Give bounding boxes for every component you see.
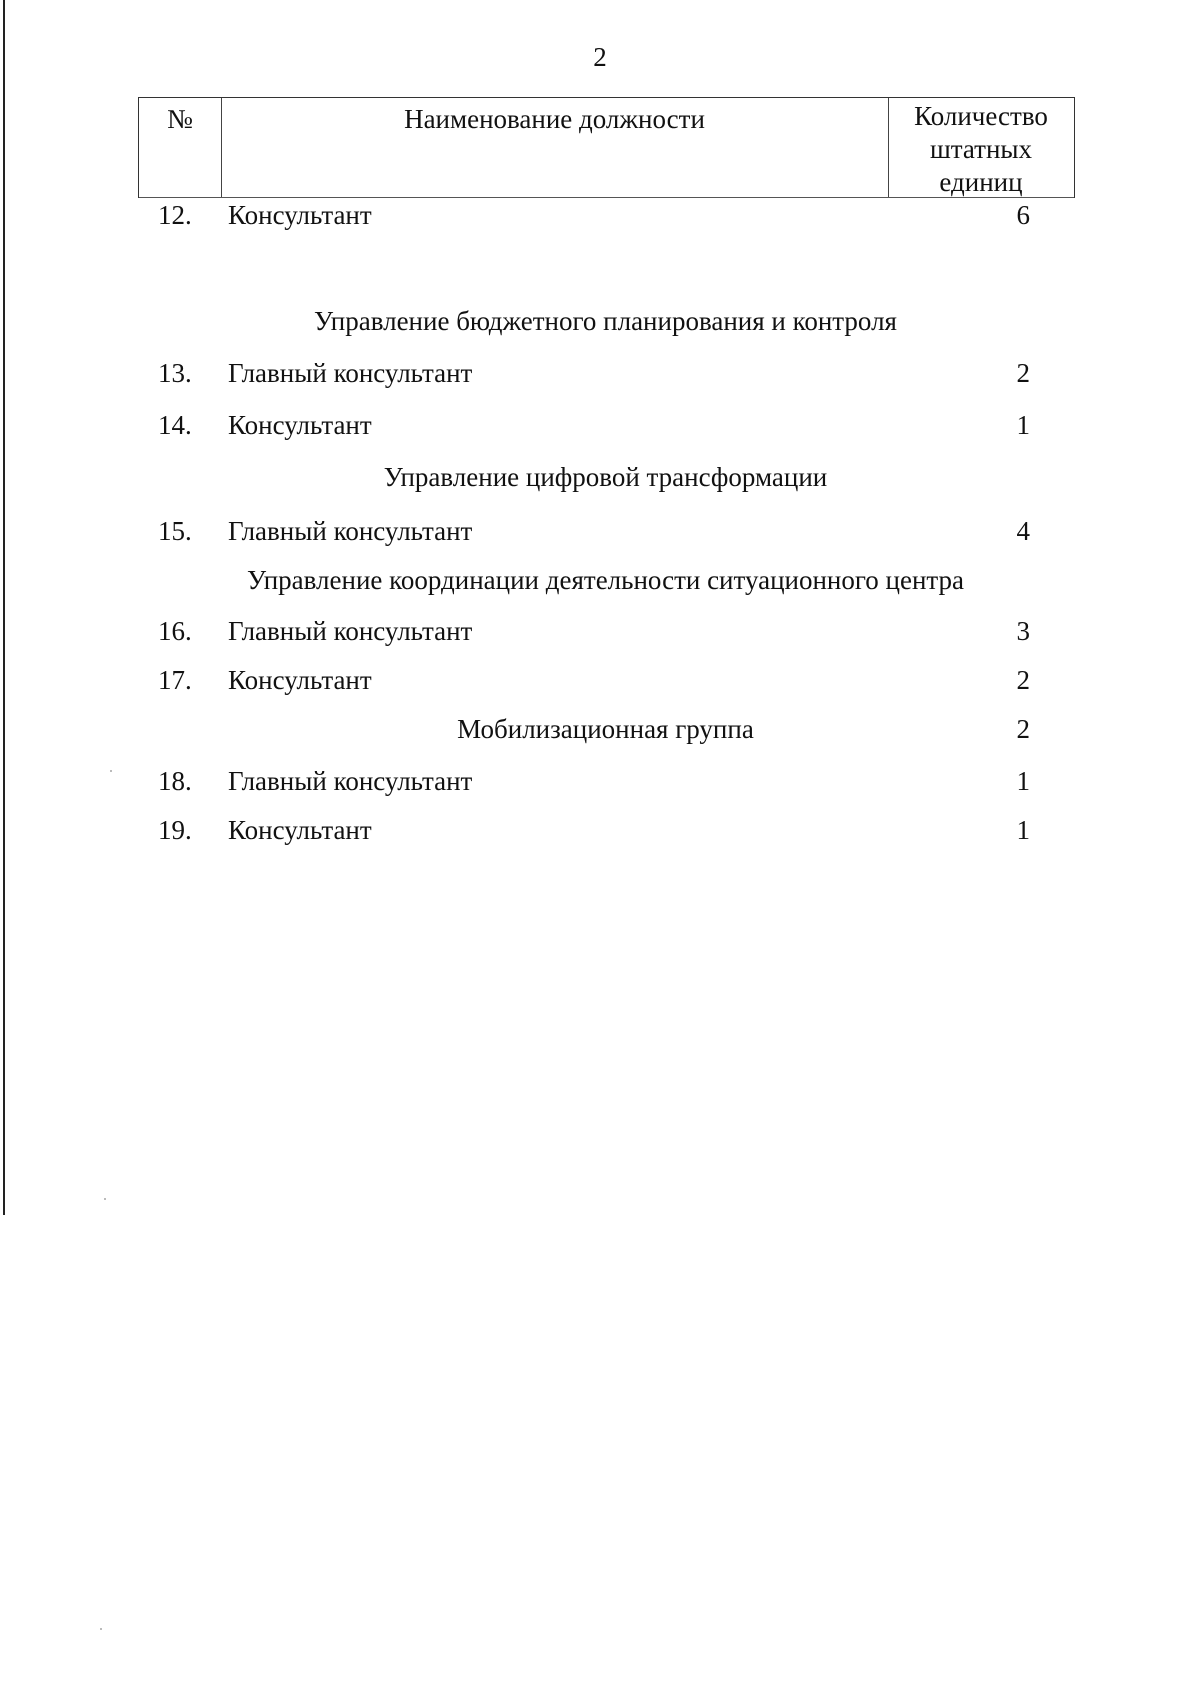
row-number: 15. (158, 516, 192, 546)
header-number: № (167, 104, 193, 134)
scan-speck (110, 770, 112, 772)
row-count: 2 (1016, 665, 1030, 695)
table-row (0, 616, 1200, 650)
table-row (0, 665, 1200, 699)
row-position: Консультант (228, 815, 372, 845)
row-number: 14. (158, 410, 192, 440)
section-title: Управление бюджетного планирования и контроля (314, 306, 897, 336)
scan-speck (104, 1198, 106, 1200)
section-title: Управление координации деятельности ситуационного центра (246, 565, 965, 595)
row-number: 13. (158, 358, 192, 388)
header-position-name: Наименование должности (404, 104, 705, 134)
row-number: 17. (158, 665, 192, 695)
scan-speck (100, 1628, 102, 1630)
table-row (0, 516, 1200, 550)
table-row (0, 200, 1200, 234)
table-row (0, 815, 1200, 849)
row-count: 4 (1016, 516, 1030, 546)
table-row (0, 358, 1200, 392)
row-count: 3 (1016, 616, 1030, 646)
row-number: 18. (158, 766, 192, 796)
row-position: Консультант (228, 665, 372, 695)
section-count: 2 (1016, 714, 1030, 744)
page-number: 2 (593, 42, 607, 72)
row-count: 2 (1016, 358, 1030, 388)
header-staff-count-line: единиц (939, 167, 1023, 197)
table-row (0, 410, 1200, 444)
row-number: 12. (158, 200, 192, 230)
row-count: 1 (1016, 410, 1030, 440)
table-row (0, 766, 1200, 800)
row-position: Главный консультант (228, 766, 473, 796)
row-position: Главный консультант (228, 516, 473, 546)
row-position: Консультант (228, 410, 372, 440)
section-title: Мобилизационная группа (457, 714, 754, 744)
row-count: 1 (1016, 815, 1030, 845)
header-staff-count (888, 100, 1074, 199)
scan-edge-line (3, 0, 5, 1215)
row-position: Главный консультант (228, 616, 473, 646)
section-title: Управление цифровой трансформации (383, 462, 828, 492)
header-staff-count-line: штатных (929, 134, 1033, 164)
table-header (138, 97, 1075, 198)
row-position: Главный консультант (228, 358, 473, 388)
header-staff-count-line: Количество (914, 101, 1048, 131)
row-number: 19. (158, 815, 192, 845)
row-count: 1 (1016, 766, 1030, 796)
row-count: 6 (1016, 200, 1030, 230)
row-position: Консультант (228, 200, 372, 230)
row-number: 16. (158, 616, 192, 646)
